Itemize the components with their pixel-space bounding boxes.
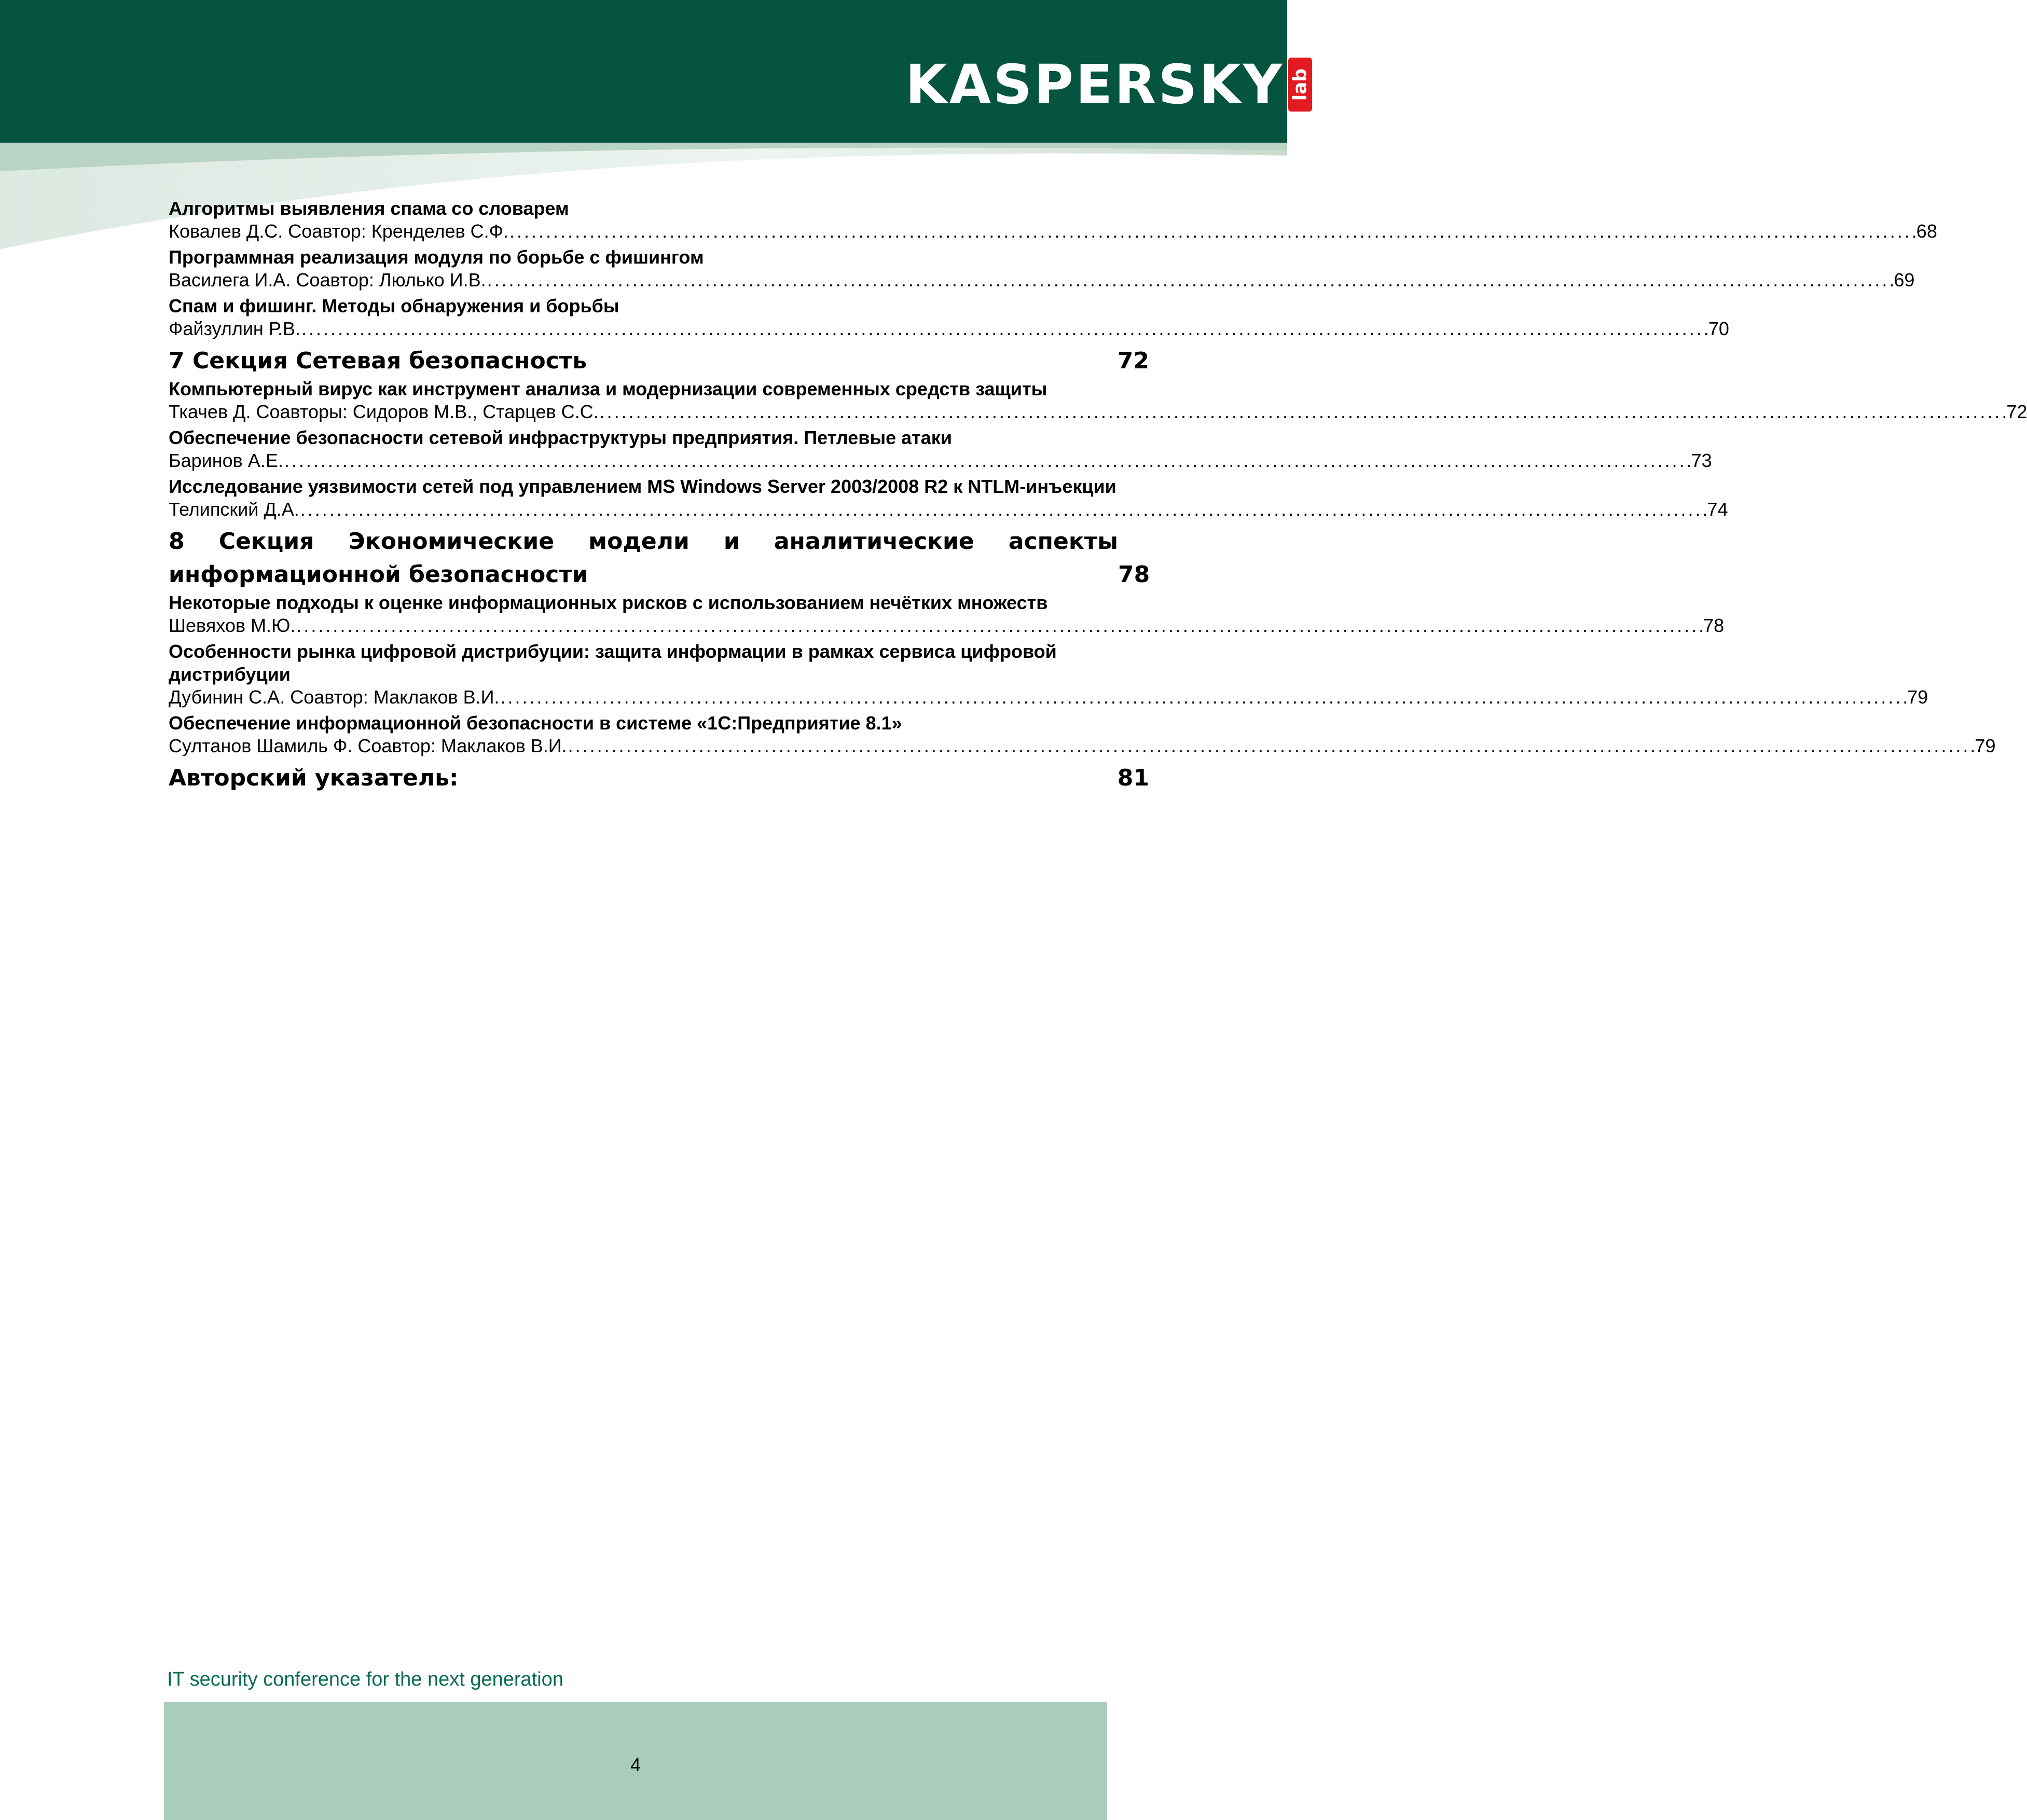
entry-page: 70 xyxy=(1708,318,1729,339)
entry-page: 73 xyxy=(1691,450,1712,471)
entry-line xyxy=(169,220,1937,243)
leader-dots xyxy=(300,498,1706,521)
entry-title: Программная реализация модуля по борьбе с фишингом xyxy=(169,246,704,268)
entry-author: Файзуллин Р.В. xyxy=(169,318,301,339)
entry-title: Особенности рынка цифровой дистрибуции: защита информации в рамках сервиса цифровой дистрибуции xyxy=(169,641,1057,685)
entry-title: Обеспечение информационной безопасности в системе «1С:Предприятие 8.1» xyxy=(169,712,902,734)
entry-page: 74 xyxy=(1707,499,1728,520)
entry-author: Телипский Д.А. xyxy=(169,499,299,520)
table-of-contents xyxy=(169,197,2027,795)
entry-line xyxy=(169,318,1729,340)
section-title: 7 Секция Сетевая безопасность xyxy=(169,348,587,374)
entry-author: Баринов А.Е. xyxy=(169,450,283,471)
leader-dots xyxy=(284,449,1690,472)
leader-dots xyxy=(568,735,1974,757)
author-index-heading xyxy=(169,762,1149,795)
entry-title: Обеспечение безопасности сетевой инфраструктуры предприятия. Петлевые атаки xyxy=(169,427,952,448)
entry-line xyxy=(169,449,1712,472)
entry-page: 69 xyxy=(1894,269,1915,291)
entry-line xyxy=(169,686,1928,709)
toc-entry xyxy=(169,426,1712,472)
toc-entry xyxy=(169,712,1996,757)
section-heading-7 xyxy=(169,344,1149,378)
entry-line xyxy=(169,401,2027,423)
entry-author: Ковалев Д.С. Соавтор: Кренделев С.Ф. xyxy=(169,220,509,242)
toc-entry xyxy=(169,640,1928,709)
entry-line xyxy=(169,735,1996,757)
toc-entry xyxy=(169,197,1937,243)
toc-entry xyxy=(169,475,1728,521)
leader-dots xyxy=(509,220,1915,243)
entry-author: Василега И.А. Соавтор: Люлько И.В. xyxy=(169,269,486,291)
leader-dots xyxy=(296,614,1702,637)
footer-tagline: IT security conference for the next generation xyxy=(167,1669,563,1690)
entry-page: 72 xyxy=(2006,401,2027,422)
leader-dots xyxy=(501,686,1907,709)
entry-author: Дубинин С.А. Соавтор: Маклаков В.И. xyxy=(169,686,500,708)
entry-title: Алгоритмы выявления спама со словарем xyxy=(169,198,569,219)
toc-entry xyxy=(169,591,1725,637)
entry-title: Исследование уязвимости сетей под управлением MS Windows Server 2003/2008 R2 к NTLM-инъекции xyxy=(169,476,1116,497)
entry-title: Некоторые подходы к оценке информационных рисков с использованием нечётких множеств xyxy=(169,592,1048,613)
toc-entry xyxy=(169,295,1729,340)
entry-title: Компьютерный вирус как инструмент анализа и модернизации современных средств защиты xyxy=(169,378,1047,399)
toc-entry xyxy=(169,378,2027,423)
section-heading-8 xyxy=(169,525,1149,591)
entry-title: Спам и фишинг. Методы обнаружения и борьбы xyxy=(169,295,619,316)
entry-page: 78 xyxy=(1703,615,1725,636)
entry-author: Ткачев Д. Соавторы: Сидоров М.В., Старцев С.С. xyxy=(169,401,599,422)
entry-line xyxy=(169,498,1728,521)
section-page: 81 xyxy=(1117,765,1149,791)
toc-entry xyxy=(169,246,1915,292)
logo-wordmark: KASPERSKY xyxy=(905,53,1285,116)
page-number: 4 xyxy=(630,1754,641,1775)
entry-author: Шевяхов М.Ю. xyxy=(169,615,296,636)
section-page: 72 xyxy=(1117,348,1149,374)
page-header xyxy=(0,0,1311,187)
entry-page: 79 xyxy=(1975,735,1996,756)
entry-line xyxy=(169,269,1915,292)
footer-band xyxy=(164,1702,1107,1820)
leader-dots xyxy=(600,401,2006,423)
kaspersky-logo xyxy=(905,46,1312,123)
leader-dots xyxy=(487,269,1893,292)
entry-author: Султанов Шамиль Ф. Соавтор: Маклаков В.И. xyxy=(169,735,567,756)
section-title: Авторский указатель: xyxy=(169,765,459,791)
logo-lab-badge: lab xyxy=(1288,58,1312,112)
entry-page: 68 xyxy=(1916,220,1937,242)
section-title: 8 Секция Экономические модели и аналитические аспекты информационной безопасности xyxy=(169,528,1118,588)
entry-page: 79 xyxy=(1907,686,1928,708)
entry-line xyxy=(169,614,1725,637)
leader-dots xyxy=(301,318,1707,340)
section-page: 78 xyxy=(1118,561,1150,588)
